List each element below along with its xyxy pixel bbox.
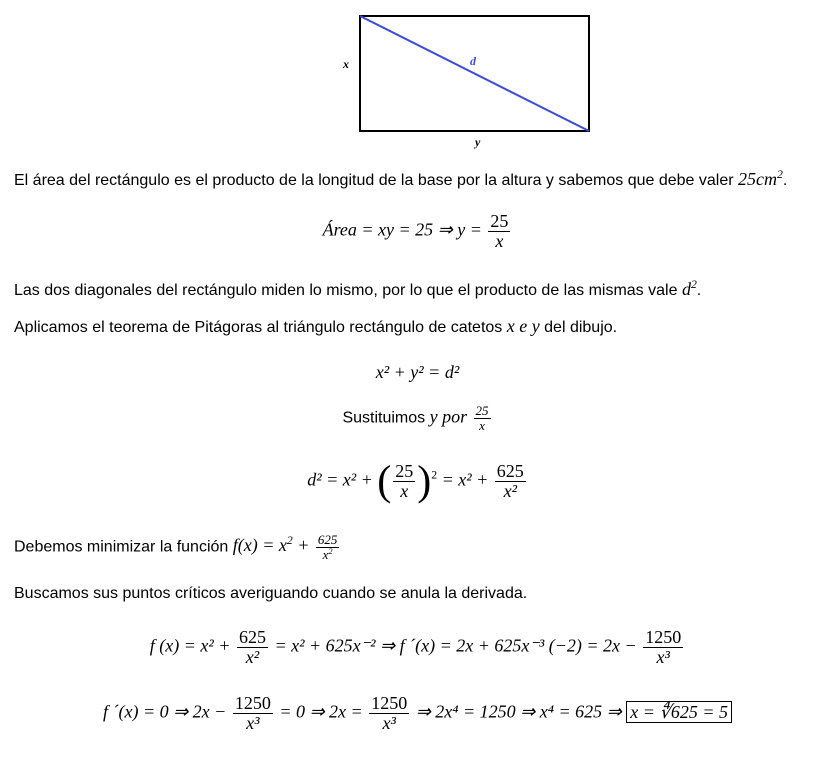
equation-critical-lhs: f ´(x) = 0 ⇒ 2x − [102,701,227,722]
paragraph-diagonals [14,279,701,300]
paragraph-critical [14,585,527,603]
label-x: x [343,57,349,71]
fraction-denominator: x [488,231,510,251]
equation-substitution-fraction [495,462,526,501]
equation-substitution-inner-fraction [393,462,415,501]
function-plus: + [297,535,310,556]
paragraph-minimize-text: Debemos minimizar la función [14,538,229,556]
equation-critical-fraction-2 [369,694,409,733]
paragraph-pythagoras [14,316,617,337]
fraction-denominator: x [322,546,329,562]
fraction-denominator: x³ [643,647,683,667]
equation-derivative-lhs: f (x) = x² + [149,635,231,656]
paragraph-minimize [14,533,341,561]
equation-substitution: d² = x² + ( $\frac{25}{x}$ )$^2$ = x² + $\frac{625}{\text{x²}}$ [307,458,524,505]
fraction-numerator: 1250 [234,693,271,713]
equation-area [0,212,835,251]
fraction-numerator: 1250 [645,627,682,647]
area-value [738,169,783,189]
fraction-denominator-exp: 2 [328,545,333,556]
paragraph-critical-text: Buscamos sus puntos críticos averiguando cuando se anula la derivada. [14,585,528,602]
equation-area-lhs: Área = xy = 25 ⇒ y = [322,219,482,240]
area-value-exp: 2 [777,167,783,181]
label-d: d [470,54,476,68]
pythagoras-vars: x e y [506,316,540,336]
paragraph-pythagoras-end: del dibujo. [544,319,618,336]
equation-derivative [0,628,835,667]
diagonal-var [682,279,697,299]
equation-derivative-fraction-2 [643,628,683,667]
area-value-text: 25cm [738,169,778,189]
fraction-numerator: 25 [395,461,414,481]
substitution-fraction [474,404,491,432]
fraction-denominator: x² [495,481,526,501]
fraction-numerator: 1250 [371,693,408,713]
equation-critical [0,694,835,733]
paragraph-area [14,169,787,190]
fraction-numerator: 625 [317,532,338,547]
equation-critical-rhs: ⇒ 2x⁴ = 1250 ⇒ x⁴ = 625 ⇒ [415,701,622,722]
equation-pythagoras-text: x² + y² = d² [375,362,460,382]
result-box: x = ∜625 = 5 [626,701,732,723]
fraction-denominator: x³ [233,713,273,733]
function-definition [233,535,310,555]
function-lhs: f(x) = x [232,535,287,556]
equation-critical-mid: = 0 ⇒ 2x = [279,701,363,722]
equation-substitution-mid: = x² + [441,469,489,490]
equation-derivative-fraction-1 [237,628,268,667]
equation-substitution-lhs: d² = x² + [307,469,373,490]
fraction-numerator: 625 [496,461,524,481]
function-fraction [316,533,340,561]
paragraph-diagonals-end: . [696,282,702,299]
paragraph-diagonals-text: Las dos diagonales del rectángulo miden lo mismo, por lo que el producto de las mismas vale [14,282,678,299]
substitution-var: y por [429,406,468,427]
equation-derivative-mid: = x² + 625x⁻² ⇒ f ´(x) = 2x + 625x⁻³ (−2) = 2x − [274,635,637,656]
fraction-numerator: 25 [475,403,489,418]
rectangle-figure [0,0,835,160]
paragraph-area-text: El área del rectángulo es el producto de la longitud de la base por la altura y sabemos que debe valer [14,172,734,189]
equation-pythagoras [0,362,835,383]
paragraph-pythagoras-text: Aplicamos el teorema de Pitágoras al triángulo rectángulo de catetos [14,319,503,336]
equation-area-fraction [488,212,510,251]
fraction-numerator: 625 [238,627,266,647]
fraction-denominator: x [474,418,491,433]
fraction-denominator: x [393,481,415,501]
fraction-numerator: 25 [490,211,509,231]
function-exp: 2 [286,534,293,548]
diagonal-line [360,16,589,131]
label-y: y [475,135,481,149]
diagonal-var-exp: 2 [690,277,697,291]
fraction-denominator: x³ [369,713,409,733]
diagonal-var-text: d [681,279,691,299]
substitution-line [0,404,835,432]
equation-critical-fraction-1 [233,694,273,733]
substitution-text: Sustituimos [342,409,426,427]
right-paren: ) [417,458,432,505]
fraction-denominator: x² [237,647,268,667]
left-paren: ( [377,458,392,505]
paragraph-area-end: . [782,172,788,189]
